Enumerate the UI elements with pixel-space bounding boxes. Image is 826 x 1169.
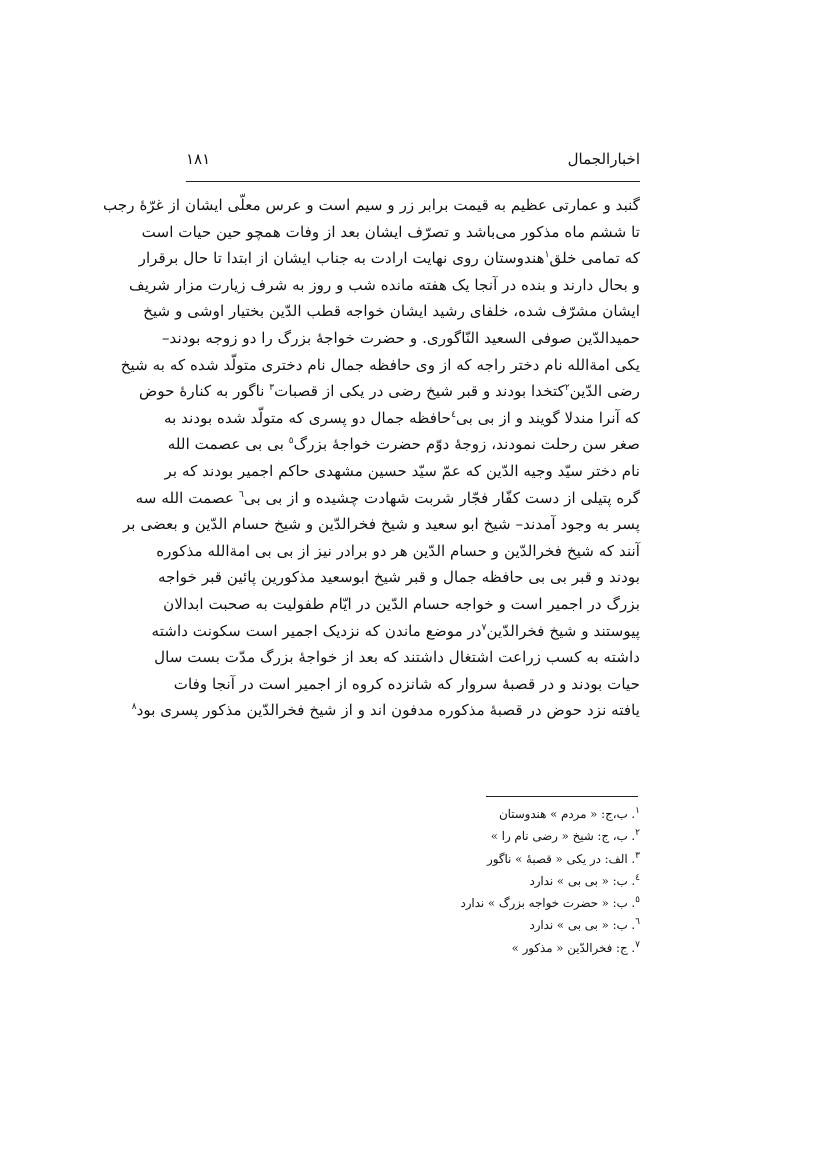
page-number: ١٨١: [186, 150, 211, 168]
footnote-marker: ١: [544, 250, 550, 261]
text-line: [156, 538, 640, 565]
text-segment: گنبد و عمارتی عظیم به قیمت برابر زر و سیم است و عرس معلّی ایشان از غرّهٔ رجب: [103, 196, 640, 214]
text-line: [138, 378, 640, 405]
text-segment: در موضع ماندن که نزدیک اجمیر است سکونت داشته: [151, 621, 482, 640]
text-line: [158, 564, 640, 591]
text-segment: که تمامی خلق: [549, 249, 640, 268]
text-line: [138, 245, 640, 272]
text-segment: بودند و قبر بی بی حافظه جمال و قبر شیخ ابوسعید مذکورین پائین قبر خواجه: [158, 568, 640, 587]
footnote: [330, 825, 640, 847]
text-line: [120, 352, 640, 379]
footnote-text: . ب، ج: شیخ « رضی نام را »: [490, 829, 636, 844]
footnote: [330, 803, 640, 825]
text-line: [131, 697, 640, 724]
text-segment: حیات بودند و در قصبهٔ سروار که شانزده کروه از اجمیر است در آنجا وفات: [173, 674, 640, 693]
footnote-marker: ٤: [451, 409, 456, 420]
footnote-text: . ج: فخرالدّین « مذکور »: [511, 940, 636, 955]
footnote-marker: ٥: [288, 436, 294, 447]
text-segment: صغر سن رحلت نمودند، زوجهٔ دوّم حضرت خواجهٔ بزرگ: [293, 435, 640, 454]
text-segment: یافته نزد حوض در قصبهٔ مذکوره مدفون اند و از شیخ فخرالدّین مذکور پسری بود: [136, 701, 640, 720]
text-segment: و بحال دارند و بنده در آنجا یک هفته مانده شب و روز به شرف زیارت مزار شریف: [129, 275, 640, 294]
body-text: [103, 192, 640, 724]
footnote: [330, 937, 640, 959]
text-segment: پیوستند و شیخ فخرالدّین: [486, 621, 640, 640]
footnote-number: ٧: [635, 939, 640, 950]
footnote: [330, 892, 640, 914]
text-segment: آنند که شیخ فخرالدّین و حسام الدّین هر دو برادر نیز از بی بی امةالله مذکوره: [156, 541, 640, 560]
text-segment: حافظه جمال دو پسری که متولّد شده بودند به: [163, 408, 452, 427]
text-segment: داشته به کسب زراعت اشتغال داشتند که بعد از خواجهٔ بزرگ مدّت بست سال: [154, 648, 640, 667]
text-segment: کتخدا بودند و قبر شیخ رضی در یکی از قصبات: [274, 382, 565, 401]
footnote-rule: [486, 796, 638, 797]
footnote: [330, 914, 640, 936]
footnote-number: ٦: [635, 917, 640, 928]
text-segment: بزرگ در اجمیر است و خواجه حسام الدّین در ایّام طفولیت به صحبت ابدالان: [163, 594, 640, 613]
footnote-marker: ٧: [481, 622, 487, 633]
text-line: [143, 298, 640, 325]
text-line: [167, 431, 640, 458]
text-line: [135, 485, 640, 512]
footnote-number: ١: [635, 806, 640, 817]
footnote: [330, 870, 640, 892]
text-line: [164, 458, 640, 485]
footnote-text: . الف: در یکی « قصبهٔ » ناگور: [487, 851, 636, 866]
text-segment: حمیدالدّین صوفی السعید النّاگوری. و حضرت خواجهٔ بزرگ را دو زوجه بودند–: [161, 328, 640, 347]
text-segment: تا ششم ماه مذکور می‌باشد و تصرّف ایشان بعد از وفات همچو حین حیات است: [141, 222, 640, 241]
text-segment: رضی الدّین: [569, 382, 640, 401]
footnote-marker: ٢: [564, 383, 570, 394]
text-segment: پسر به وجود آمدند– شیخ ابو سعید و شیخ فخرالدّین و شیخ حسام الدّین و بعضی بر: [122, 515, 640, 534]
text-line: [103, 192, 640, 219]
footnote-text: . ب: « بی بی » ندارد: [529, 918, 636, 933]
text-segment: نام دختر سیّد وجیه الدّین که عمّ سیّد حسین مشهدی حاکم اجمیر بودند که بر: [164, 461, 640, 480]
footnote-number: ٣: [635, 850, 640, 861]
text-line: [154, 644, 640, 671]
text-line: [151, 618, 640, 645]
text-segment: یکی امةالله نام دختر راجه که از وی حافظه جمال نام دختری متولّد شده که به شیخ: [120, 355, 640, 374]
running-title: اخبارالجمال: [567, 150, 640, 168]
footnote-number: ٤: [635, 872, 640, 883]
footnote-marker: ٣: [269, 383, 275, 394]
text-line: [161, 325, 640, 352]
text-segment: عصمت الله سه: [135, 488, 239, 507]
text-segment: که آنرا مندلا گویند و از بی بی: [455, 408, 640, 427]
footnote-text: . ب: « حضرت خواجه بزرگ » ندارد: [460, 896, 636, 911]
text-segment: بی بی عصمت الله: [167, 435, 289, 454]
text-segment: ایشان مشرّف شده، خلفای رشید ایشان خواجه قطب الدّین بختیار اوشی و شیخ: [143, 302, 640, 321]
footnote-text: . ب: « بی بی » ندارد: [529, 873, 636, 888]
footnote-marker: ٨: [131, 702, 137, 713]
text-segment: ناگور به کنارهٔ حوض: [138, 382, 270, 401]
footnote-number: ٥: [635, 895, 640, 906]
text-segment: گره پتیلی از دست کفّار فجّار شربت شهادت چشیده و از بی بی: [243, 488, 640, 507]
footnote-number: ٢: [635, 828, 640, 839]
header-rule: [186, 181, 640, 182]
text-line: [173, 671, 640, 698]
text-segment: هندوستان روی نهایت ارادت به جناب ایشان از ابتدا تا حال برقرار: [138, 249, 545, 268]
footnote-marker: ٦: [238, 489, 244, 500]
running-header: [186, 150, 640, 174]
text-line: [129, 272, 640, 299]
text-line: [122, 511, 640, 538]
footnote-text: . ب،ج: « مردم » هندوستان: [498, 807, 636, 821]
footnote: [330, 848, 640, 870]
text-line: [163, 591, 640, 618]
text-line: [141, 219, 640, 246]
text-line: [163, 405, 640, 432]
footnotes: [330, 803, 640, 959]
